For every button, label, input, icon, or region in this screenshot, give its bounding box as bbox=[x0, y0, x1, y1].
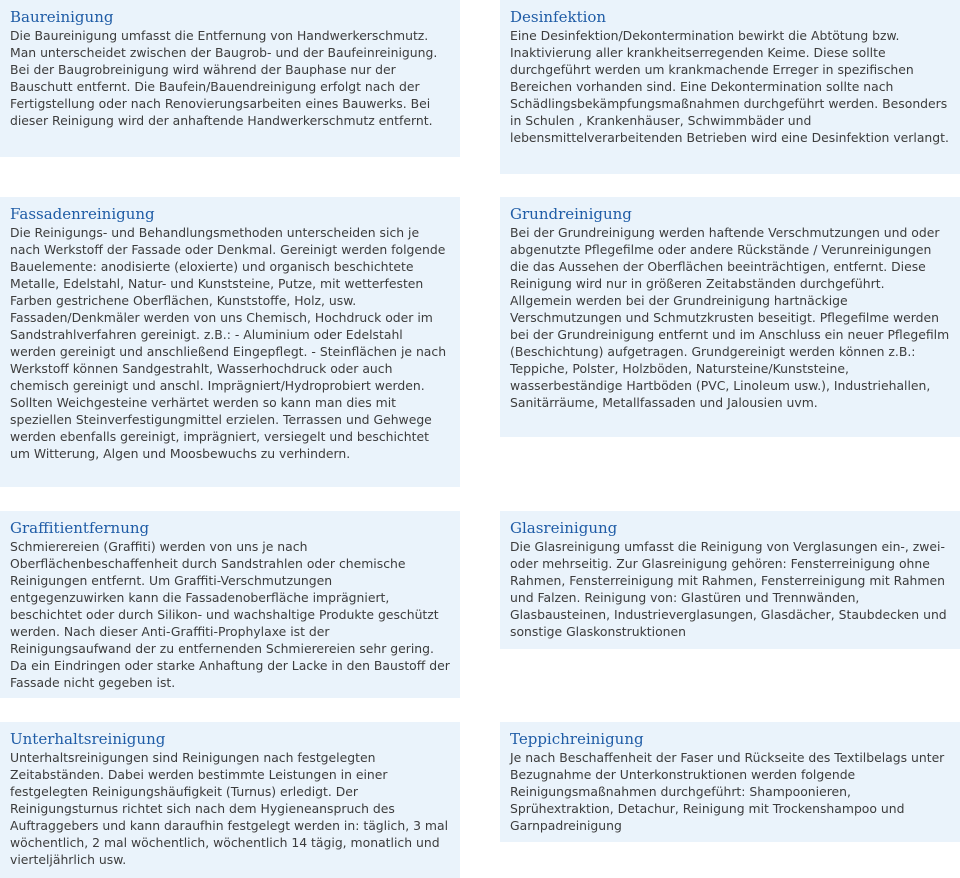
card-text: Je nach Beschaffenheit der Faser und Rückseite des Textilbelags unter Bezugnahme der Unterkonstruktionen werden folgende Reinigungsmaßnahmen durchgeführt: Shampoonieren, Sprühextraktion, Detachur, Reinigung mit Trockenshampoo und Garnpadreinigung bbox=[510, 750, 945, 833]
card-text: Die Reinigungs- und Behandlungsmethoden unterscheiden sich je nach Werkstoff der Fassade oder Denkmal. Gereinigt werden folgende Bauelemente: anodisierte (eloxierte) und organisch beschichtete Metalle, Edelstahl, Natur- und Kunststeine, Putze, mit wetterfesten Farben gestrichene Oberflächen, Kunststoffe, Holz, usw. Fassaden/Denkmäler werden von uns Chemisch, Hochdruck oder im Sandstrahlverfahren gereinigt. z.B.: - Aluminium oder Edelstahl werden gereinigt und anschließend Eingepflegt. - Steinflächen je nach Werkstoff können Sandgestrahlt, Wasserhochdruck oder auch chemisch gereinigt und anschl. Imprägniert/Hydroprobiert werden. Sollten Weichgesteine verhärtet werden so kann man dies mit speziellen Steinverfestigungmittel erzielen. Terrassen und Gehwege werden ebenfalls gereinigt, imprägniert, versiegelt und beschichtet um Witterung, Algen und Moosbewuchs zu verhindern. bbox=[10, 225, 447, 461]
card-graffitientfernung bbox=[0, 511, 460, 698]
card-title: Baureinigung bbox=[10, 8, 114, 26]
card-baureinigung bbox=[0, 0, 460, 157]
card-title: Unterhaltsreinigung bbox=[10, 730, 166, 748]
card-title: Glasreinigung bbox=[510, 519, 618, 537]
card-text: Eine Desinfektion/Dekontermination bewirkt die Abtötung bzw. Inaktivierung aller krankheitserregenden Keime. Diese sollte durchgeführt werden um krankmachende Erreger in spezifischen Bereichen vorhanden sind. Eine Dekontermination sollte nach Schädlingsbekämpfungsmaßnahmen durchgeführt werden. Besonders in Schulen , Krankenhäuser, Schwimmbäder und lebensmittelverarbeitenden Betrieben wird eine Desinfektion verlangt. bbox=[510, 28, 949, 145]
card-glasreinigung bbox=[500, 511, 960, 649]
card-text: Die Glasreinigung umfasst die Reinigung von Verglasungen ein-, zwei- oder mehrseitig. Zur Glasreinigung gehören: Fensterreinigung ohne Rahmen, Fensterreinigung mit Rahmen, Fensterreinigung mit Rahmen und Falzen. Reinigung von: Glastüren und Trennwänden, Glasbausteinen, Industrieverglasungen, Glasdächer, Staubdecken und sonstige Glaskonstruktionen bbox=[510, 539, 947, 639]
card-text: Unterhaltsreinigungen sind Reinigungen nach festgelegten Zeitabständen. Dabei werden bestimmte Leistungen in einer festgelegten Reinigungshäufigkeit (Turnus) erledigt. Der Reinigungsturnus richtet sich nach dem Hygieneanspruch des Auftraggebers und kann daraufhin festgelegt werden in: täglich, 3 mal wöchentlich, 2 mal wöchentlich, wöchentlich 14 tägig, monatlich und vierteljährlich usw. bbox=[10, 750, 449, 867]
card-title: Graffitientfernung bbox=[10, 519, 150, 537]
card-fassadenreinigung bbox=[0, 197, 460, 487]
card-teppichreinigung bbox=[500, 722, 960, 842]
card-text: Bei der Grundreinigung werden haftende Verschmutzungen und oder abgenutzte Pflegefilme oder andere Rückstände / Verunreinigungen die das Aussehen der Oberflächen beeinträchtigen, entfernt. Diese Reinigung wird nur in größeren Zeitabständen durchgeführt. Allgemein werden bei der Grundreinigung hartnäckige Verschmutzungen und Schmutzkrusten beseitigt. Pflegefilme werden bei der Grundreinigung entfernt und im Anschluss ein neuer Pflegefilm (Beschichtung) aufgetragen. Grundgereinigt werden können z.B.: Teppiche, Polster, Holzböden, Natursteine/Kunststeine, wasserbeständige Hartböden (PVC, Linoleum usw.), Industriehallen, Sanitärräume, Metallfassaden und Jalousien uvm. bbox=[510, 225, 950, 410]
card-unterhaltsreinigung bbox=[0, 722, 460, 878]
card-grundreinigung bbox=[500, 197, 960, 437]
card-text: Die Baureinigung umfasst die Entfernung von Handwerkerschmutz. Man unterscheidet zwischen der Baugrob- und der Baufeinreinigung. Bei der Baugrobreinigung wird während der Bauphase nur der Bauschutt entfernt. Die Baufein/Bauendreinigung erfolgt nach der Fertigstellung oder nach Renovierungsarbeiten eines Bauwerks. Bei dieser Reinigung wird der anhaftende Handwerkerschmutz entfernt. bbox=[10, 28, 438, 128]
card-desinfektion bbox=[500, 0, 960, 174]
card-title: Teppichreinigung bbox=[510, 730, 644, 748]
card-title: Grundreinigung bbox=[510, 205, 632, 223]
card-text: Schmierereien (Graffiti) werden von uns je nach Oberflächenbeschaffenheit durch Sandstrahlen oder chemische Reinigungen entfernt. Um Graffiti-Verschmutzungen entgegenzuwirken kann die Fassadenoberfläche imprägniert, beschichtet oder durch Silikon- und wachshaltige Produkte geschützt werden. Nach dieser Anti-Graffiti-Prophylaxe ist der Reinigungsaufwand der zu entfernenden Schmierereien sehr gering. Da ein Eindringen oder starke Anhaftung der Lacke in den Baustoff der Fassade nicht gegeben ist. bbox=[10, 539, 450, 690]
card-title: Fassadenreinigung bbox=[10, 205, 155, 223]
card-title: Desinfektion bbox=[510, 8, 607, 26]
